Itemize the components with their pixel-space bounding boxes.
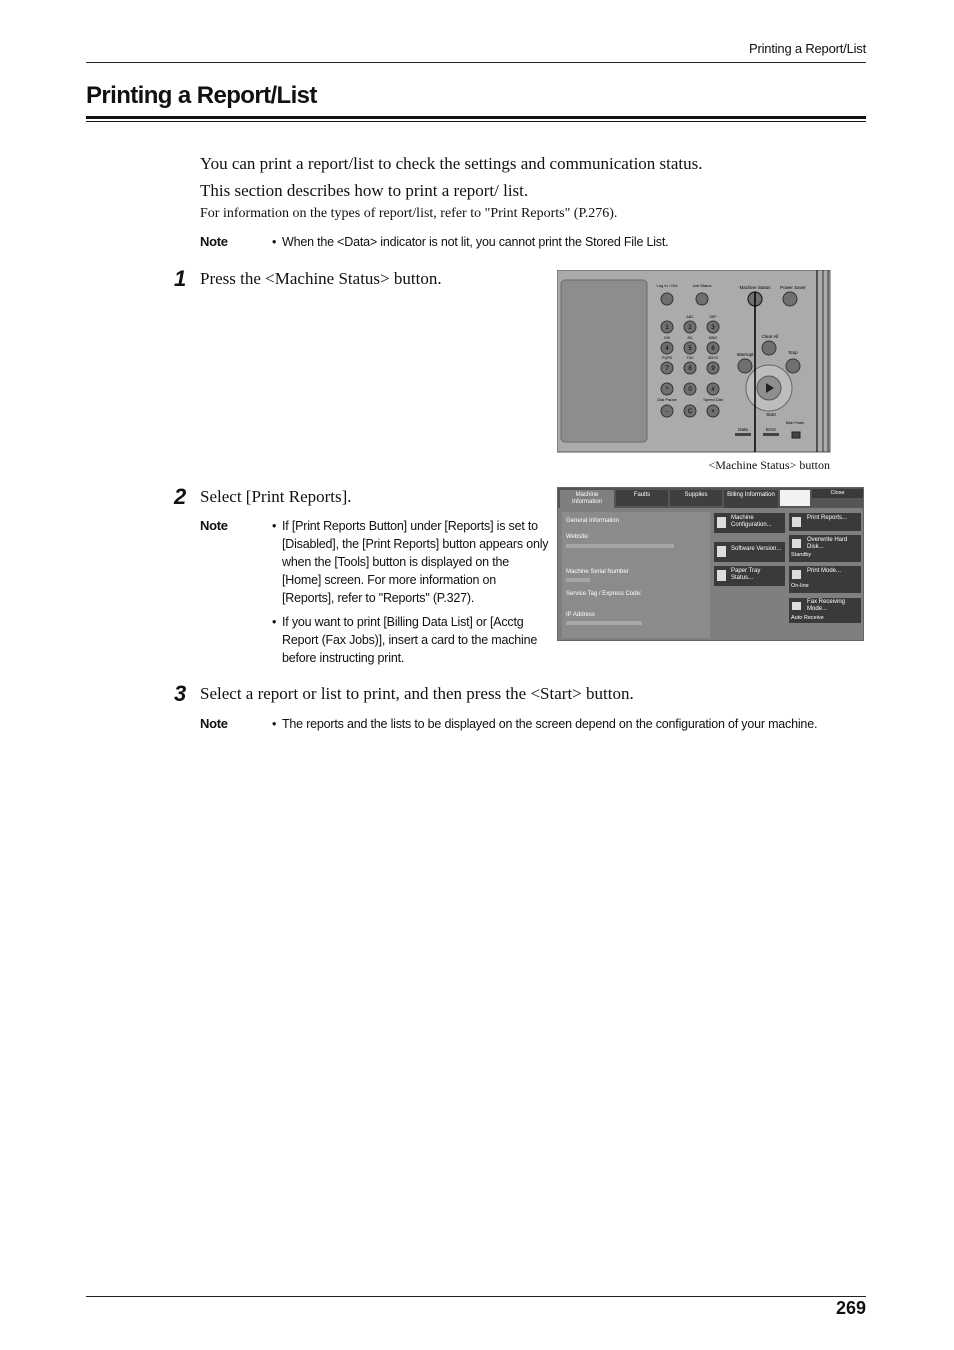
step2-notes [272,517,550,667]
svg-text:-: - [666,409,668,415]
step-number: 1 [174,266,187,291]
svg-text:9: 9 [711,366,715,372]
svg-text:GHI: GHI [663,336,671,340]
machine-status-label: Machine Status [739,285,771,290]
interrupt-button [738,359,752,373]
note-item: • If [Print Reports Button] under [Reports] is set to [Disabled], the [Print Reports] button appears only when the [Tools] button is displayed on the [Home] screen. For more information on [Reports], refer to "Reports" (P.327). [272,517,550,607]
paper-tray-icon [717,570,726,581]
intro-line-1: You can print a report/list to check the settings and communication status. [200,154,703,173]
svg-text:WXYZ: WXYZ [707,356,719,360]
machine-configuration-icon [717,517,726,528]
step-text: Press the <Machine Status> button. [200,269,442,288]
step3-notes [272,715,872,733]
panel-caption: <Machine Status> button [708,458,830,472]
header-rule [86,62,866,63]
note-item: • If you want to print [Billing Data List] or [Acctg Report (Fax Jobs)], insert a card to the machine before instructing print. [272,613,550,667]
power-saver-label: Power Saver [780,285,806,290]
service-tag-label: Service Tag / Express Code: [566,591,642,597]
stop-label: Stop [788,350,798,355]
clear-all-button [762,341,776,355]
svg-text:0: 0 [688,387,692,393]
tab-billing-information[interactable]: Billing Information [724,490,778,508]
svg-text:TUV: TUV [686,356,694,360]
software-version-button[interactable]: Software Version... [714,542,785,562]
footer-rule [86,1296,866,1297]
error-indicator [763,433,779,436]
svg-text:×: × [711,409,715,415]
svg-text:8: 8 [688,366,692,372]
note-label: Note [200,716,228,731]
svg-text:2: 2 [688,325,692,331]
interrupt-label: Interrupt [736,352,754,357]
fax-icon [792,602,801,610]
svg-text:ABC: ABC [686,315,694,319]
running-header: Printing a Report/List [749,41,866,56]
tab-faults[interactable]: Faults [616,490,668,506]
data-indicator [735,433,751,436]
job-status-icon [696,293,708,305]
svg-text:4: 4 [665,346,669,352]
error-label: Error [766,427,776,432]
info-panel [562,512,710,638]
website-label: Website: [566,534,590,540]
print-reports-icon [792,517,801,527]
overwrite-hard-disk-button[interactable]: Overwrite Hard Disk... Standby [789,535,861,562]
paper-tray-status-button[interactable]: Paper Tray Status... [714,566,785,586]
step-text: Select [Print Reports]. [200,487,352,506]
general-information-label: General Information [566,518,620,524]
title-rule [86,116,866,119]
intro-line-3: For information on the types of report/list, refer to "Print Reports" (P.276). [200,206,618,221]
svg-text:5: 5 [688,346,692,352]
svg-text:JKL: JKL [686,336,694,340]
clear-all-label: Clear All [761,334,779,339]
main-power-switch [792,432,800,438]
data-label: Data [738,427,748,432]
print-reports-button[interactable]: Print Reports... [789,513,861,531]
svg-text:DEF: DEF [709,315,717,319]
note-item: • When the <Data> indicator is not lit, you cannot print the Stored File List. [272,233,872,251]
blurred-website-value [566,544,674,548]
tab-blank [780,490,810,506]
svg-text:*: * [665,387,669,393]
step-text: Select a report or list to print, and then press the <Start> button. [200,684,634,703]
fax-receiving-mode-button[interactable]: Fax Receiving Mode... Auto Receive [789,598,861,623]
step-number: 3 [174,681,187,706]
top-note [272,233,872,251]
ip-address-label: IP Address [566,612,595,618]
hard-disk-icon [792,539,801,548]
svg-text:6: 6 [711,346,715,352]
note-label: Note [200,234,228,249]
print-mode-button[interactable]: Print Mode... On-line [789,566,861,593]
stop-button [786,359,800,373]
page-title: Printing a Report/List [86,82,317,109]
info-icon [717,546,726,557]
intro-line-2: This section describes how to print a report/ list. [200,181,529,200]
printer-icon [792,570,801,579]
close-button[interactable]: Close [812,489,863,498]
svg-text:PQRS: PQRS [662,356,672,360]
job-status-label: Job Status [692,283,712,288]
login-label: Log In / Out [656,283,678,288]
tab-machine-information[interactable]: Machine Information [560,490,614,508]
blurred-serial-value [566,578,590,582]
svg-text:7: 7 [665,366,669,372]
login-icon [661,293,673,305]
blurred-ip-value [566,621,642,625]
main-power-label: Main Power [785,421,805,425]
svg-text:#: # [711,387,715,393]
page-number: 269 [835,1298,866,1318]
note-label: Note [200,518,228,533]
note-item: • The reports and the lists to be displayed on the screen depend on the configuration of your machine. [272,715,872,733]
control-panel-illustration [557,270,832,454]
svg-text:1: 1 [665,325,669,331]
machine-information-screen [557,487,864,641]
svg-text:3: 3 [711,325,715,331]
tab-supplies[interactable]: Supplies [670,490,722,506]
speed-dial-label: Speed Dial [703,397,723,402]
step-number: 2 [174,484,187,509]
start-label: Start [766,412,776,417]
power-saver-button [783,292,797,306]
machine-configuration-button[interactable]: Machine Configuration... [714,513,785,533]
dial-pause-label: Dial Pause [657,397,677,402]
machine-serial-number-label: Machine Serial Number [566,569,629,575]
svg-text:MNO: MNO [708,336,718,340]
title-rule-thin [86,121,866,122]
svg-text:C: C [687,409,693,415]
